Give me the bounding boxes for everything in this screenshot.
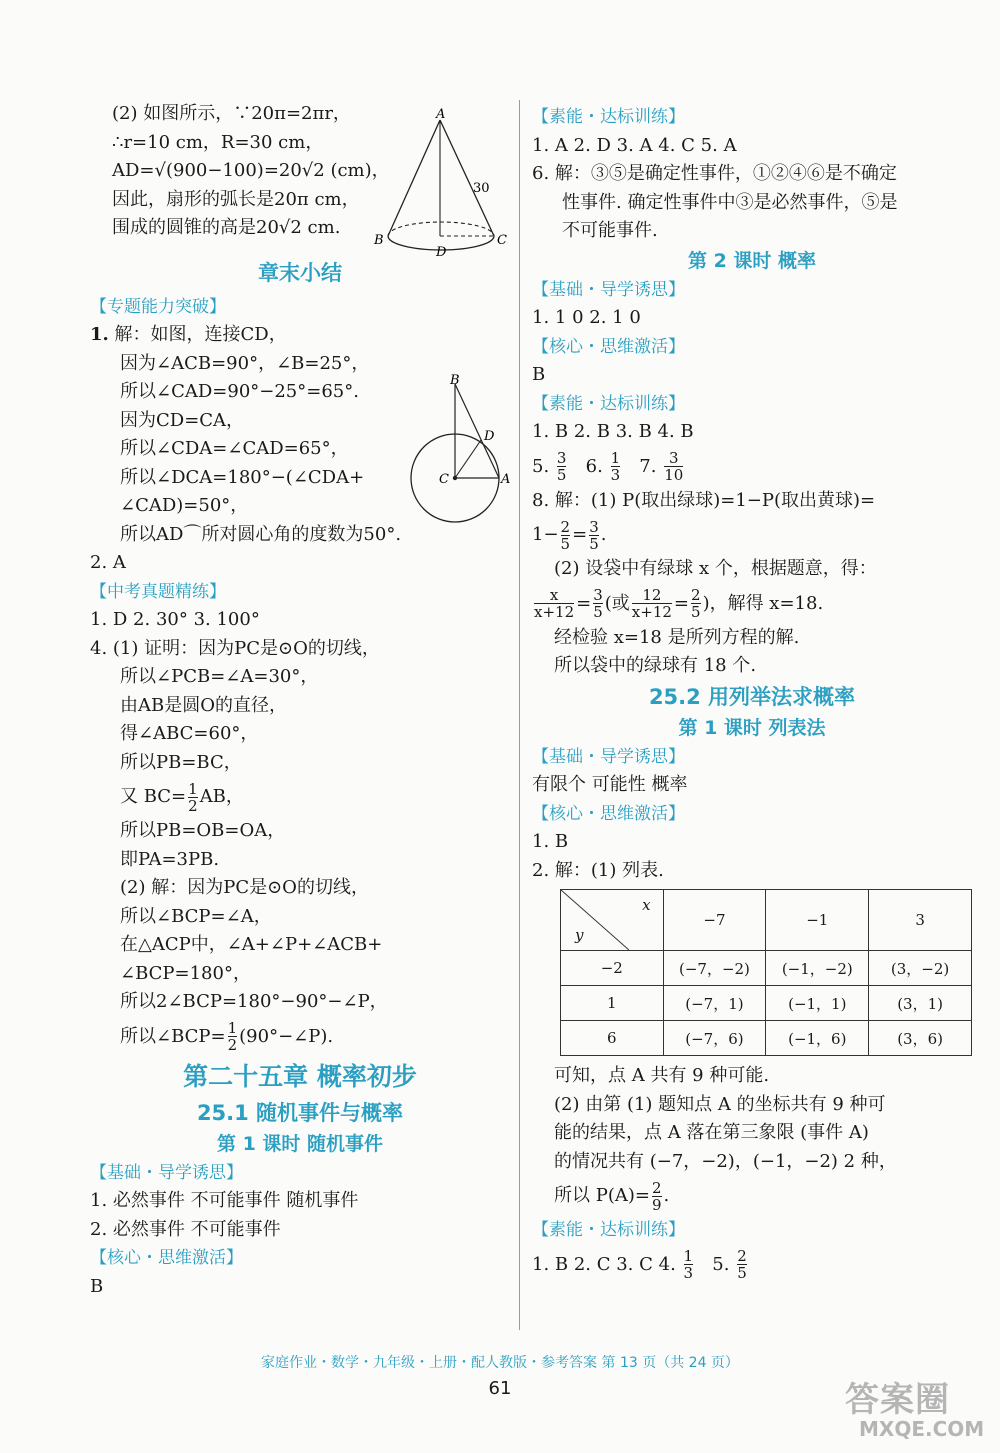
answer-line: 4. (1) 证明：因为PC是⊙O的切线， [90, 637, 380, 659]
numerator: 2 [651, 1178, 662, 1197]
row-header: 6 [561, 1021, 664, 1056]
fraction [557, 450, 567, 483]
denominator: 5 [589, 534, 599, 553]
answer-line [90, 777, 510, 817]
section-title: 25.2 用列举法求概率 [648, 684, 856, 709]
answer-line: 8. 解：(1) P(取出绿球)=1−P(取出黄球)= [532, 489, 876, 511]
length-label: 30 [473, 181, 490, 196]
fraction [684, 1248, 694, 1281]
table-cell: (−1，1) [766, 986, 869, 1021]
table-cell: (3，1) [869, 986, 972, 1021]
answer-line: 所以PB=BC， [120, 751, 242, 773]
fraction [664, 450, 683, 483]
label-c: C [439, 472, 449, 487]
answer-line: 因为∠ACB=90°，∠B=25°， [120, 352, 370, 374]
section-title: 25.1 随机事件与概率 [196, 1100, 404, 1125]
fraction [611, 450, 621, 483]
table-cell: (3，6) [869, 1021, 972, 1056]
text-line: AD=√(900−100)=20√2 (cm)， [112, 160, 390, 181]
numerator: 1 [188, 779, 198, 798]
text: = [576, 592, 592, 614]
answer-line: 所以∠CDA=∠CAD=65°， [120, 438, 349, 459]
column-header: 3 [869, 890, 972, 951]
denominator: 5 [560, 534, 571, 553]
table-cell: (−7，1) [663, 986, 766, 1021]
denominator: 5 [556, 466, 567, 484]
answer-line: ∠BCP=180°， [120, 962, 251, 984]
chapter-summary-heading: 章末小结 [258, 260, 342, 285]
section-tag: 【基础・导学诱思】 [532, 746, 685, 767]
text-line: ∴r=10 cm，R=30 cm， [112, 131, 324, 153]
table-row [561, 951, 972, 986]
label-c: C [497, 233, 507, 248]
answer-line: (2) 解：因为PC是⊙O的切线， [120, 877, 369, 898]
fraction [593, 587, 603, 620]
denominator: 5 [593, 603, 603, 621]
numerator: 3 [556, 449, 567, 467]
answer-line: 2. 必然事件 不可能事件 [90, 1218, 281, 1240]
table-cell: (−7，6) [663, 1021, 766, 1056]
fraction [652, 1180, 662, 1213]
answer-line: 所以∠PCB=∠A=30°， [120, 666, 319, 687]
column-header: −1 [766, 890, 869, 951]
answer-line: ∠CAD)=50°， [120, 495, 249, 516]
answer-line: 1. 必然事件 不可能事件 随机事件 [90, 1190, 359, 1211]
fraction [691, 587, 701, 620]
numerator: 12 [642, 586, 662, 604]
answer-line: 所以∠DCA=180°−(∠CDA+ [120, 466, 365, 488]
answer-line: B [90, 1275, 104, 1297]
outcome-table [560, 889, 972, 1056]
answer-text: 解：如图，连接CD， [114, 324, 287, 345]
answer-line: $\frac{x}{x+12}$ = $\frac{3}{5}$ (或 $\frac{12}{x+12}$ = $\frac{2}{5}$ )，解得 x=18. [534, 586, 824, 621]
table-row [561, 986, 972, 1021]
numerator: 3 [589, 517, 599, 536]
section-tag: 【专题能力突破】 [90, 296, 226, 317]
row-header: −2 [561, 951, 664, 986]
column-header: −7 [663, 890, 766, 951]
label-a: A [436, 108, 446, 122]
table-cell: (−1，6) [766, 1021, 869, 1056]
text: 所以 P(A)= [554, 1185, 650, 1206]
answer-line: 6. 解：③⑤是确定性事件，①②④⑥是不确定 [532, 163, 897, 184]
answer-line: 所以PB=OB=OA， [120, 820, 286, 841]
answer-line: 1. B 2. B 3. B 4. B [532, 421, 694, 442]
answer-line: 所以∠BCP=∠A， [120, 905, 272, 927]
fraction [737, 1248, 747, 1281]
fraction [228, 1020, 238, 1053]
answer-line [90, 321, 510, 350]
section-tag: 【素能・达标训练】 [532, 393, 685, 414]
table-cell: (3，−2) [869, 951, 972, 986]
row-header: 1 [561, 986, 664, 1021]
answer-line: (2) 设袋中有绿球 x 个，根据题意，得： [554, 558, 877, 579]
denominator: 3 [610, 466, 621, 484]
text-line: 围成的圆锥的高是20√2 cm. [112, 217, 341, 238]
answer-line: 1. D 2. 30° 3. 100° [90, 609, 260, 630]
fraction [589, 519, 599, 552]
answer-line: 经检验 x=18 是所列方程的解. [554, 626, 800, 648]
column-divider [519, 100, 520, 1330]
answer-line: 得∠ABC=60°， [120, 723, 259, 744]
label-b: B [450, 373, 460, 388]
answer-line: 有限个 可能性 概率 [532, 774, 688, 795]
numerator: 2 [560, 517, 571, 536]
numerator: x [549, 586, 559, 604]
cone-figure [370, 108, 515, 263]
text: (或 [604, 592, 630, 614]
page-number: 61 [488, 1378, 512, 1399]
section-tag: 【核心・思维激活】 [532, 803, 685, 824]
table-header-row [561, 890, 972, 951]
numerator: 1 [610, 449, 621, 467]
denominator: 2 [188, 796, 198, 815]
chapter-title: 第二十五章 概率初步 [183, 1061, 417, 1091]
question-number: 7. [639, 455, 657, 477]
circle-figure [405, 372, 520, 527]
text: 又 BC= [120, 786, 187, 807]
answer-line: 在△ACP中，∠A+∠P+∠ACB+ [120, 934, 383, 955]
table-cell: (−1，−2) [766, 951, 869, 986]
watermark-line: MXQE.COM [859, 1417, 985, 1441]
answer-line: 不可能事件. [562, 220, 658, 241]
watermark-logo [845, 1372, 984, 1441]
fraction [632, 587, 672, 620]
x-label: x [642, 896, 651, 914]
answer-line [90, 1017, 510, 1057]
question-number: 1. [90, 324, 109, 345]
lesson-title: 第 1 课时 随机事件 [216, 1132, 384, 1155]
fraction [561, 519, 571, 552]
right-column [532, 100, 972, 1285]
label-b: B [374, 233, 384, 248]
text: 所以∠BCP= [120, 1025, 226, 1047]
question-number: 6. [585, 455, 603, 477]
answer-line [532, 515, 972, 555]
label-a: A [501, 472, 511, 487]
corner-cell [561, 890, 664, 951]
answer-line: (2) 由第 (1) 题知点 A 的坐标共有 9 种可 [554, 1093, 886, 1115]
numerator: 3 [668, 449, 679, 467]
answer-line [532, 447, 972, 487]
question-number: 5. [712, 1253, 730, 1275]
section-tag: 【核心・思维激活】 [532, 336, 685, 357]
text: AB， [199, 786, 244, 807]
denominator: 10 [664, 466, 684, 484]
answer-line: 的情况共有 (−7，−2)，(−1，−2) 2 种， [554, 1150, 897, 1172]
answer-line: 由AB是圆O的直径， [120, 694, 287, 716]
section-tag: 【核心・思维激活】 [90, 1248, 243, 1268]
answer-line: 所以∠CAD=90°−25°=65°. [120, 381, 359, 402]
text: )，解得 x=18. [702, 592, 824, 614]
answer-line: 1. B [532, 831, 569, 852]
answer-line: 所以2∠BCP=180°−90°−∠P， [120, 991, 388, 1012]
section-tag: 【基础・导学诱思】 [532, 279, 685, 300]
numerator: 2 [691, 586, 701, 604]
answer-line: 所以袋中的绿球有 18 个. [554, 655, 757, 676]
answer-line: 性事件. 确定性事件中③是必然事件，⑤是 [562, 191, 898, 213]
denominator: x+12 [631, 603, 672, 621]
watermark-line: 答案圈 [845, 1380, 950, 1420]
fraction [188, 781, 198, 814]
text: . [600, 524, 607, 545]
page-footer: 家庭作业・数学・九年级・上册・配人教版・参考答案 第 13 页（共 24 页） [261, 1355, 739, 1371]
denominator: 3 [683, 1264, 694, 1282]
answer-line: 2. 解：(1) 列表. [532, 859, 664, 881]
denominator: 5 [737, 1264, 747, 1282]
answer-line: 所以AD⌒所对圆心角的度数为50°. [120, 523, 402, 545]
label-d: D [484, 429, 495, 444]
text: 1. B 2. C 3. C 4. [532, 1253, 676, 1275]
answer-line: 2. A [90, 552, 126, 573]
table-row [561, 1021, 972, 1056]
lesson-title: 第 1 课时 列表法 [678, 716, 826, 739]
lesson-title: 第 2 课时 概率 [687, 249, 817, 272]
y-label: y [575, 926, 584, 944]
section-tag: 【素能・达标训练】 [532, 1220, 685, 1240]
answer-line: 1. 1 0 2. 1 0 [532, 307, 641, 328]
numerator: 2 [737, 1247, 747, 1265]
answer-line: 能的结果，点 A 落在第三象限 (事件 A) [554, 1122, 869, 1143]
answer-line: B [532, 364, 546, 385]
numerator: 1 [227, 1019, 238, 1037]
numerator: 3 [593, 586, 603, 604]
answer-line [532, 1176, 972, 1216]
section-tag: 【基础・导学诱思】 [90, 1162, 243, 1183]
denominator: 5 [691, 603, 701, 621]
fraction [534, 587, 574, 620]
denominator: x+12 [534, 603, 575, 621]
section-tag: 【素能・达标训练】 [532, 107, 685, 127]
denominator: 2 [227, 1036, 238, 1054]
text: 1− [532, 524, 559, 545]
text-line: 因此，扇形的弧长是20π cm， [112, 188, 360, 210]
text: = [572, 524, 588, 545]
label-d: D [436, 245, 447, 260]
text: (90°−∠P). [239, 1025, 334, 1047]
text-line: (2) 如图所示，∵20π=2πr， [112, 103, 351, 124]
answer-line: 因为CD=CA， [120, 409, 245, 431]
text: . [663, 1185, 670, 1206]
denominator: 9 [651, 1195, 662, 1214]
answer-line: 即PA=3PB. [120, 848, 220, 870]
section-tag: 【中考真题精练】 [90, 581, 226, 602]
answer-line: 1. A 2. D 3. A 4. C 5. A [532, 134, 737, 156]
answer-line [532, 1245, 972, 1285]
numerator: 1 [683, 1247, 694, 1265]
table-cell: (−7，−2) [663, 951, 766, 986]
question-number: 5. [532, 455, 550, 477]
left-column [90, 100, 510, 1301]
answer-line: 可知，点 A 共有 9 种可能. [554, 1065, 770, 1086]
